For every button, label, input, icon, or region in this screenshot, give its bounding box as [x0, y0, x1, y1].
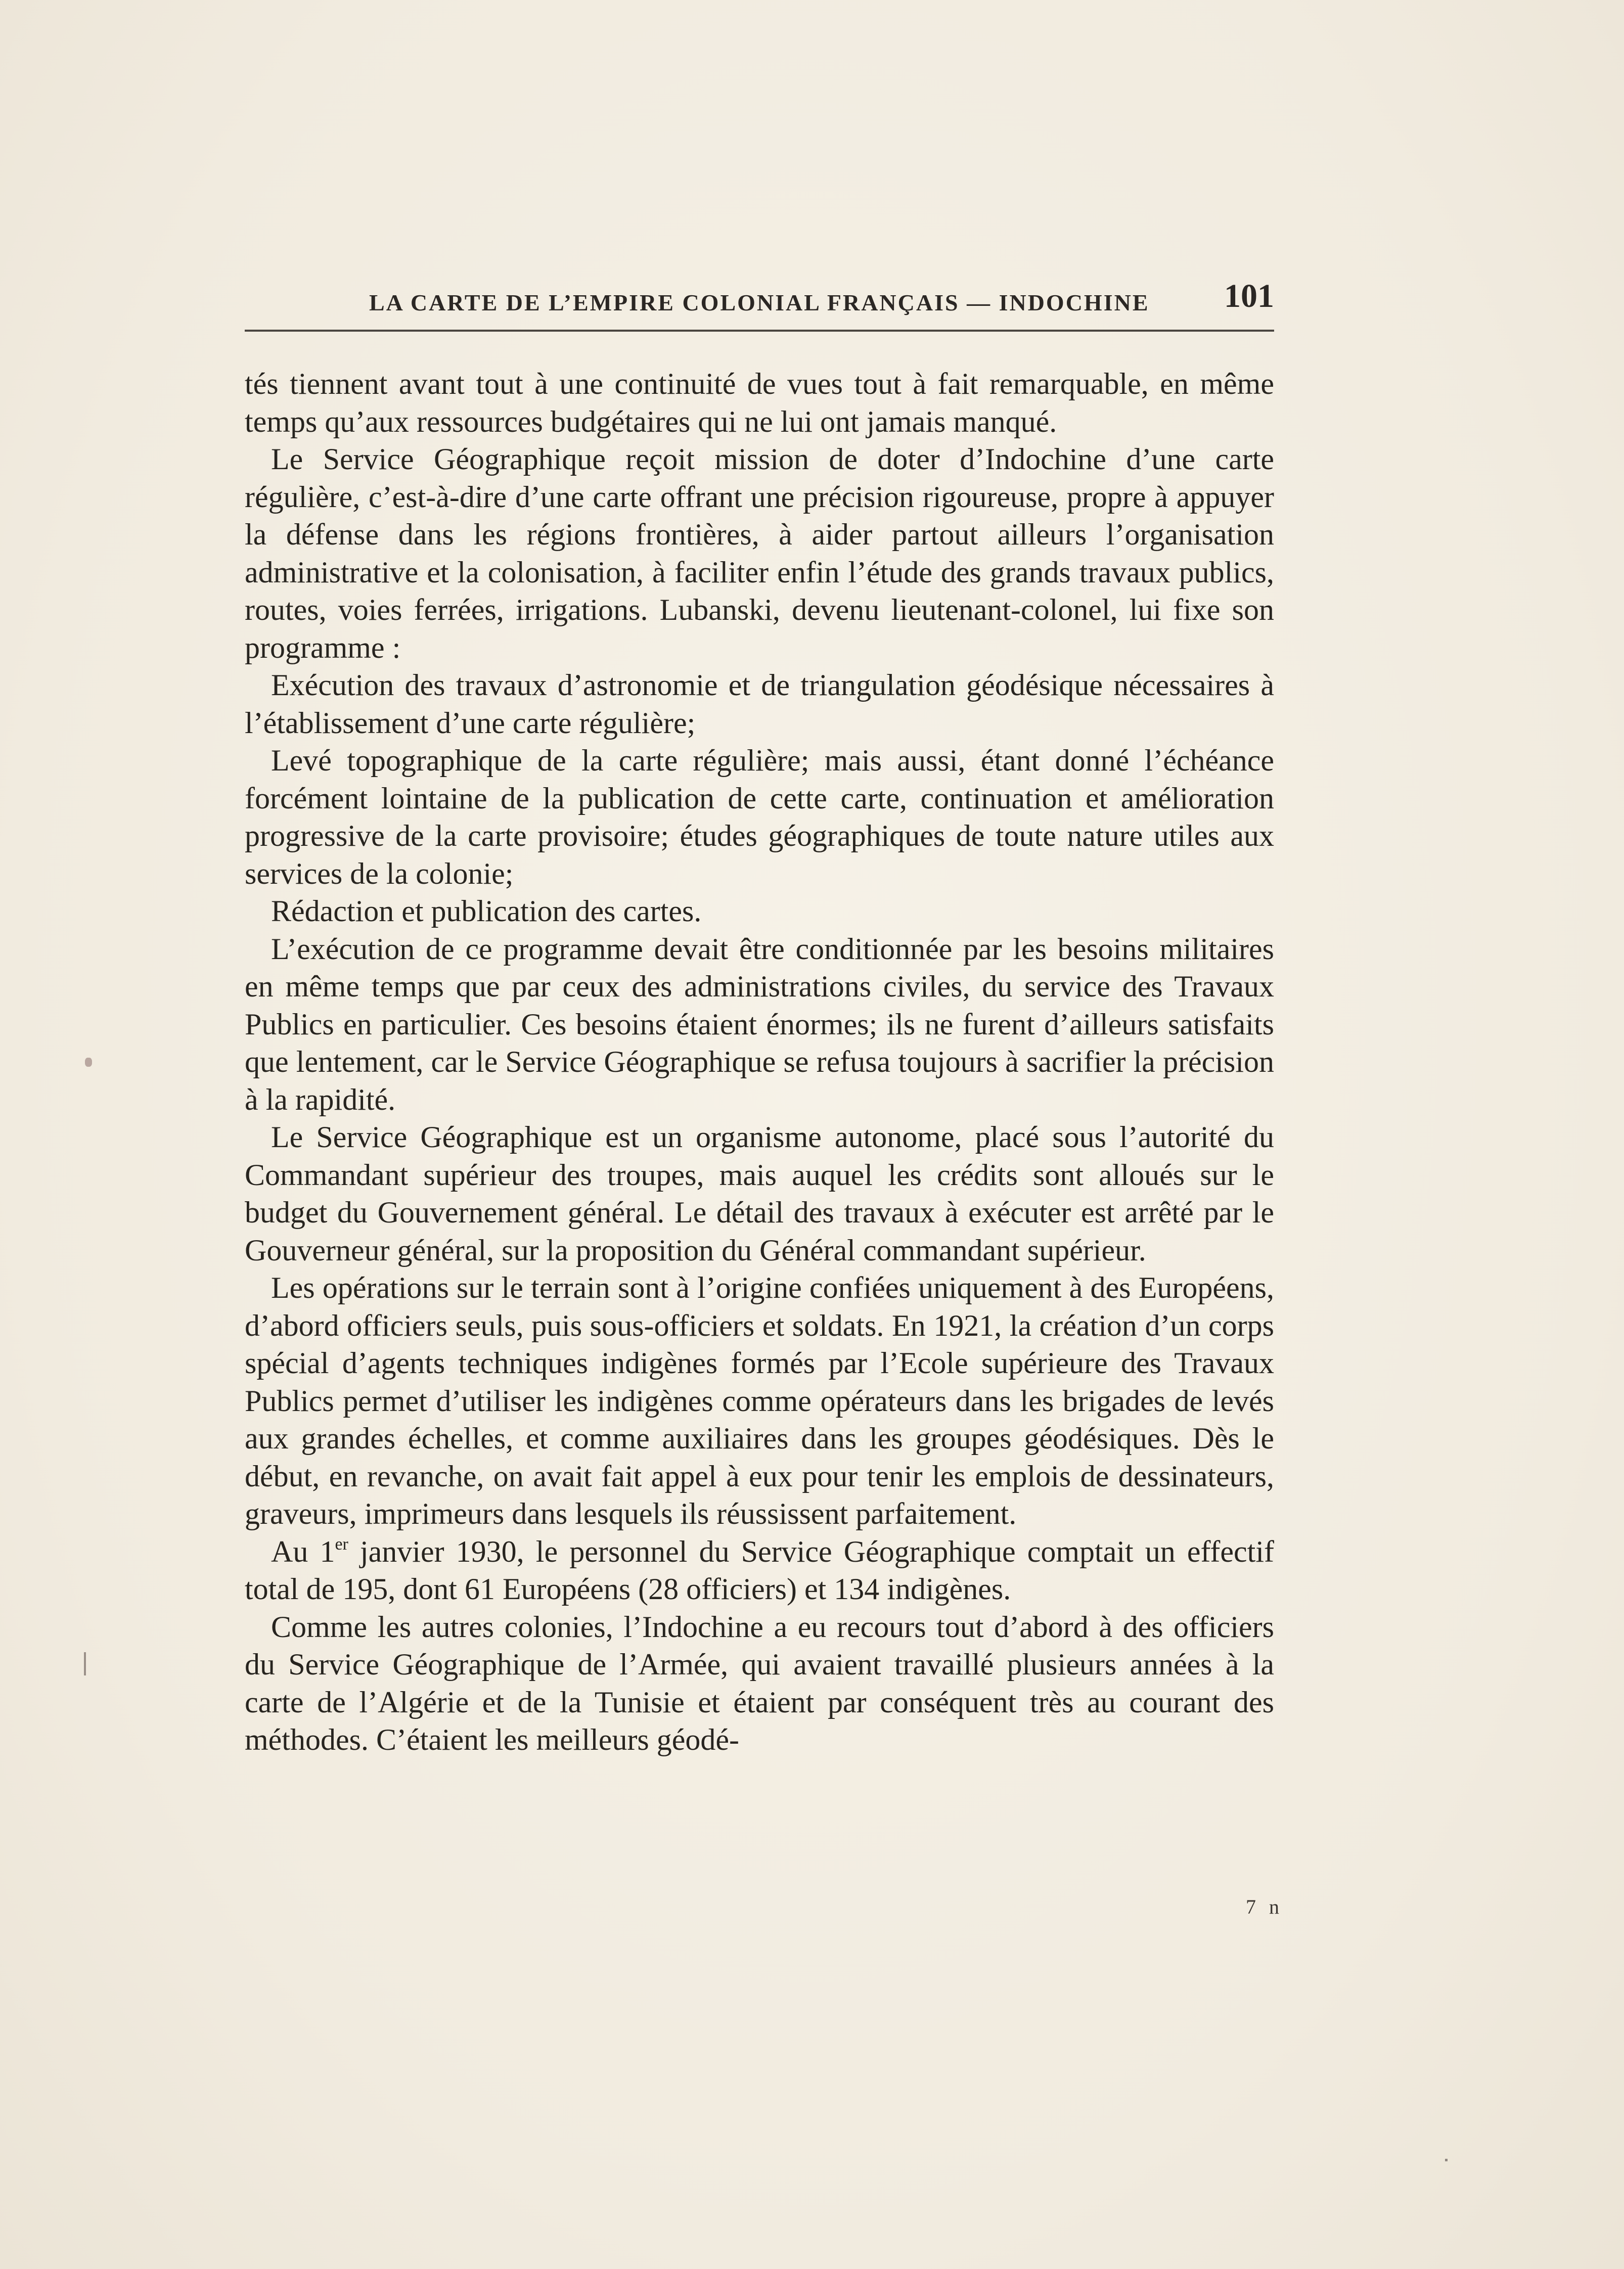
- running-title: LA CARTE DE L’EMPIRE COLONIAL FRANÇAIS — INDOCHINE: [369, 290, 1150, 315]
- paragraph: Le Service Géographique reçoit mission de doter d’Indochine d’une carte régulière, c’est-à-dire d’une carte offrant une précision rigoureuse, propre à appuyer la défense dans les régions frontières, à aider partout ailleurs l’organisation administrative et la colonisation, à faciliter enfin l’étude des grands travaux publics, routes, voies ferrées, irrigations. Lubanski, devenu lieutenant-colonel, lui fixe son programme :: [245, 442, 1274, 664]
- paragraph: [245, 1533, 1274, 1608]
- paragraph: Rédaction et publication des cartes.: [271, 894, 702, 928]
- paragraph: L’exécution de ce programme devait être conditionnée par les besoins militaires en même temps que par ceux des administrations civiles, du service des Travaux Publics en particulier. Ces besoins étaient énormes; ils ne furent d’ailleurs satisfaits que lentement, car le Service Géographique se refusa toujours à sacrifier la précision à la rapidité.: [245, 932, 1274, 1116]
- paragraph: Le Service Géographique est un organisme autonome, placé sous l’autorité du Commandant supérieur des troupes, mais auquel les crédits sont alloués sur le budget du Gouvernement général. Le détail des travaux à exécuter est arrêté par le Gouverneur général, sur la proposition du Général commandant supérieur.: [245, 1120, 1274, 1267]
- margin-speck: [85, 1058, 92, 1067]
- paragraph: Les opérations sur le terrain sont à l’origine confiées uniquement à des Européens, d’abord officiers seuls, puis sous-officiers et soldats. En 1921, la création d’un corps spécial d’agents techniques indigènes formés par l’Ecole supérieure des Travaux Publics permet d’utiliser les indigènes comme opérateurs dans les brigades de levés aux grandes échelles, et comme auxiliaires dans les groupes géodésiques. Dès le début, en revanche, on avait fait appel à eux pour tenir les emplois de dessinateurs, graveurs, imprimeurs dans lesquels ils réussissent parfaitement.: [245, 1271, 1274, 1530]
- ordinal-superscript: er: [335, 1534, 348, 1554]
- paragraph-text: janvier 1930, le personnel du Service Géographique comptait un effectif total de 195, dont 61 Européens (28 officiers) et 134 indigènes.: [245, 1534, 1274, 1606]
- page-header: [245, 277, 1274, 333]
- paragraph: tés tiennent avant tout à une continuité de vues tout à fait remarquable, en même temps qu’aux ressources budgétaires qui ne lui ont jamais manqué.: [245, 367, 1274, 438]
- paragraph-prefix: Au 1: [271, 1534, 335, 1568]
- header-rule: [245, 330, 1274, 332]
- margin-speck: [1445, 2159, 1448, 2161]
- paragraph: Exécution des travaux d’astronomie et de triangulation géodésique nécessaires à l’établissement d’une carte régulière;: [245, 668, 1274, 740]
- signature-mark: 7 n: [1246, 1895, 1283, 1918]
- body-text: [245, 365, 1274, 1759]
- page-number: 101: [1224, 278, 1274, 314]
- paragraph: Comme les autres colonies, l’Indochine a eu recours tout d’abord à des officiers du Service Géographique de l’Armée, qui avaient travaillé plusieurs années à la carte de l’Algérie et de la Tunisie et étaient par conséquent très au courant des méthodes. C’étaient les meilleurs géodé-: [245, 1610, 1274, 1756]
- paragraph: Levé topographique de la carte régulière; mais aussi, étant donné l’échéance forcément lointaine de la publication de cette carte, continuation et amélioration progressive de la carte provisoire; études géographiques de toute nature utiles aux services de la colonie;: [245, 744, 1274, 890]
- margin-speck: [84, 1652, 86, 1675]
